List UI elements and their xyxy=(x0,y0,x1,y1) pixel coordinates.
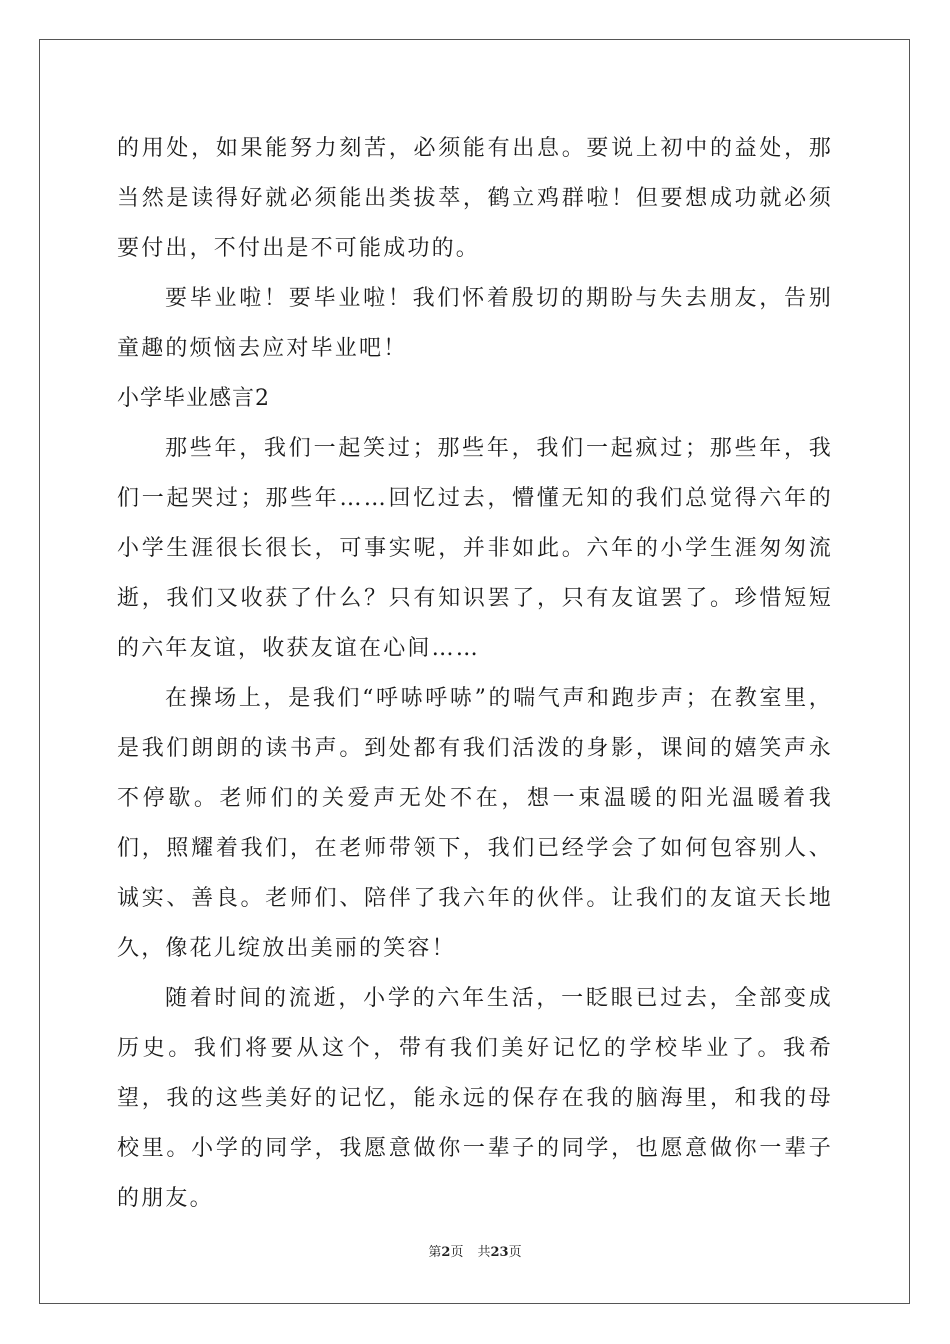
section-heading: 小学毕业感言2 xyxy=(117,386,270,411)
footer-page-suffix: 页 xyxy=(450,1245,464,1260)
page-footer xyxy=(0,1241,950,1260)
footer-total-prefix: 共 xyxy=(477,1245,491,1260)
footer-total-suffix: 页 xyxy=(508,1245,522,1260)
total-page-count: 23 xyxy=(490,1245,509,1260)
footer-prefix: 第 xyxy=(428,1245,442,1260)
current-page-number: 2 xyxy=(441,1245,451,1260)
paragraph: 那些年，我们一起笑过；那些年，我们一起疯过；那些年，我们一起哭过；那些年……回忆过去，懵懂无知的我们总觉得六年的小学生涯很长很长，可事实呢，并非如此。六年的小学生涯匆匆流逝，我们又收获了什么？只有知识罢了，只有友谊罢了。珍惜短短的六年友谊，收获友谊在心间…… xyxy=(117,436,833,661)
document-body xyxy=(117,124,833,1224)
paragraph: 要毕业啦！要毕业啦！我们怀着殷切的期盼与失去朋友，告别童趣的烦恼去应对毕业吧！ xyxy=(117,286,833,361)
paragraph: 在操场上，是我们“呼哧呼哧”的喘气声和跑步声；在教室里，是我们朗朗的读书声。到处都有我们活泼的身影，课间的嬉笑声永不停歇。老师们的关爱声无处不在，想一束温暖的阳光温暖着我们，照耀着我们，在老师带领下，我们已经学会了如何包容别人、诚实、善良。老师们、陪伴了我六年的伙伴。让我们的友谊天长地久，像花儿绽放出美丽的笑容！ xyxy=(117,686,833,961)
paragraph-continued: 的用处，如果能努力刻苦，必须能有出息。要说上初中的益处，那当然是读得好就必须能出类拔萃，鹤立鸡群啦！但要想成功就必须要付出，不付出是不可能成功的。 xyxy=(117,136,833,261)
paragraph: 随着时间的流逝，小学的六年生活，一眨眼已过去，全部变成历史。我们将要从这个，带有我们美好记忆的学校毕业了。我希望，我的这些美好的记忆，能永远的保存在我的脑海里，和我的母校里。小学的同学，我愿意做你一辈子的同学，也愿意做你一辈子的朋友。 xyxy=(117,986,833,1211)
